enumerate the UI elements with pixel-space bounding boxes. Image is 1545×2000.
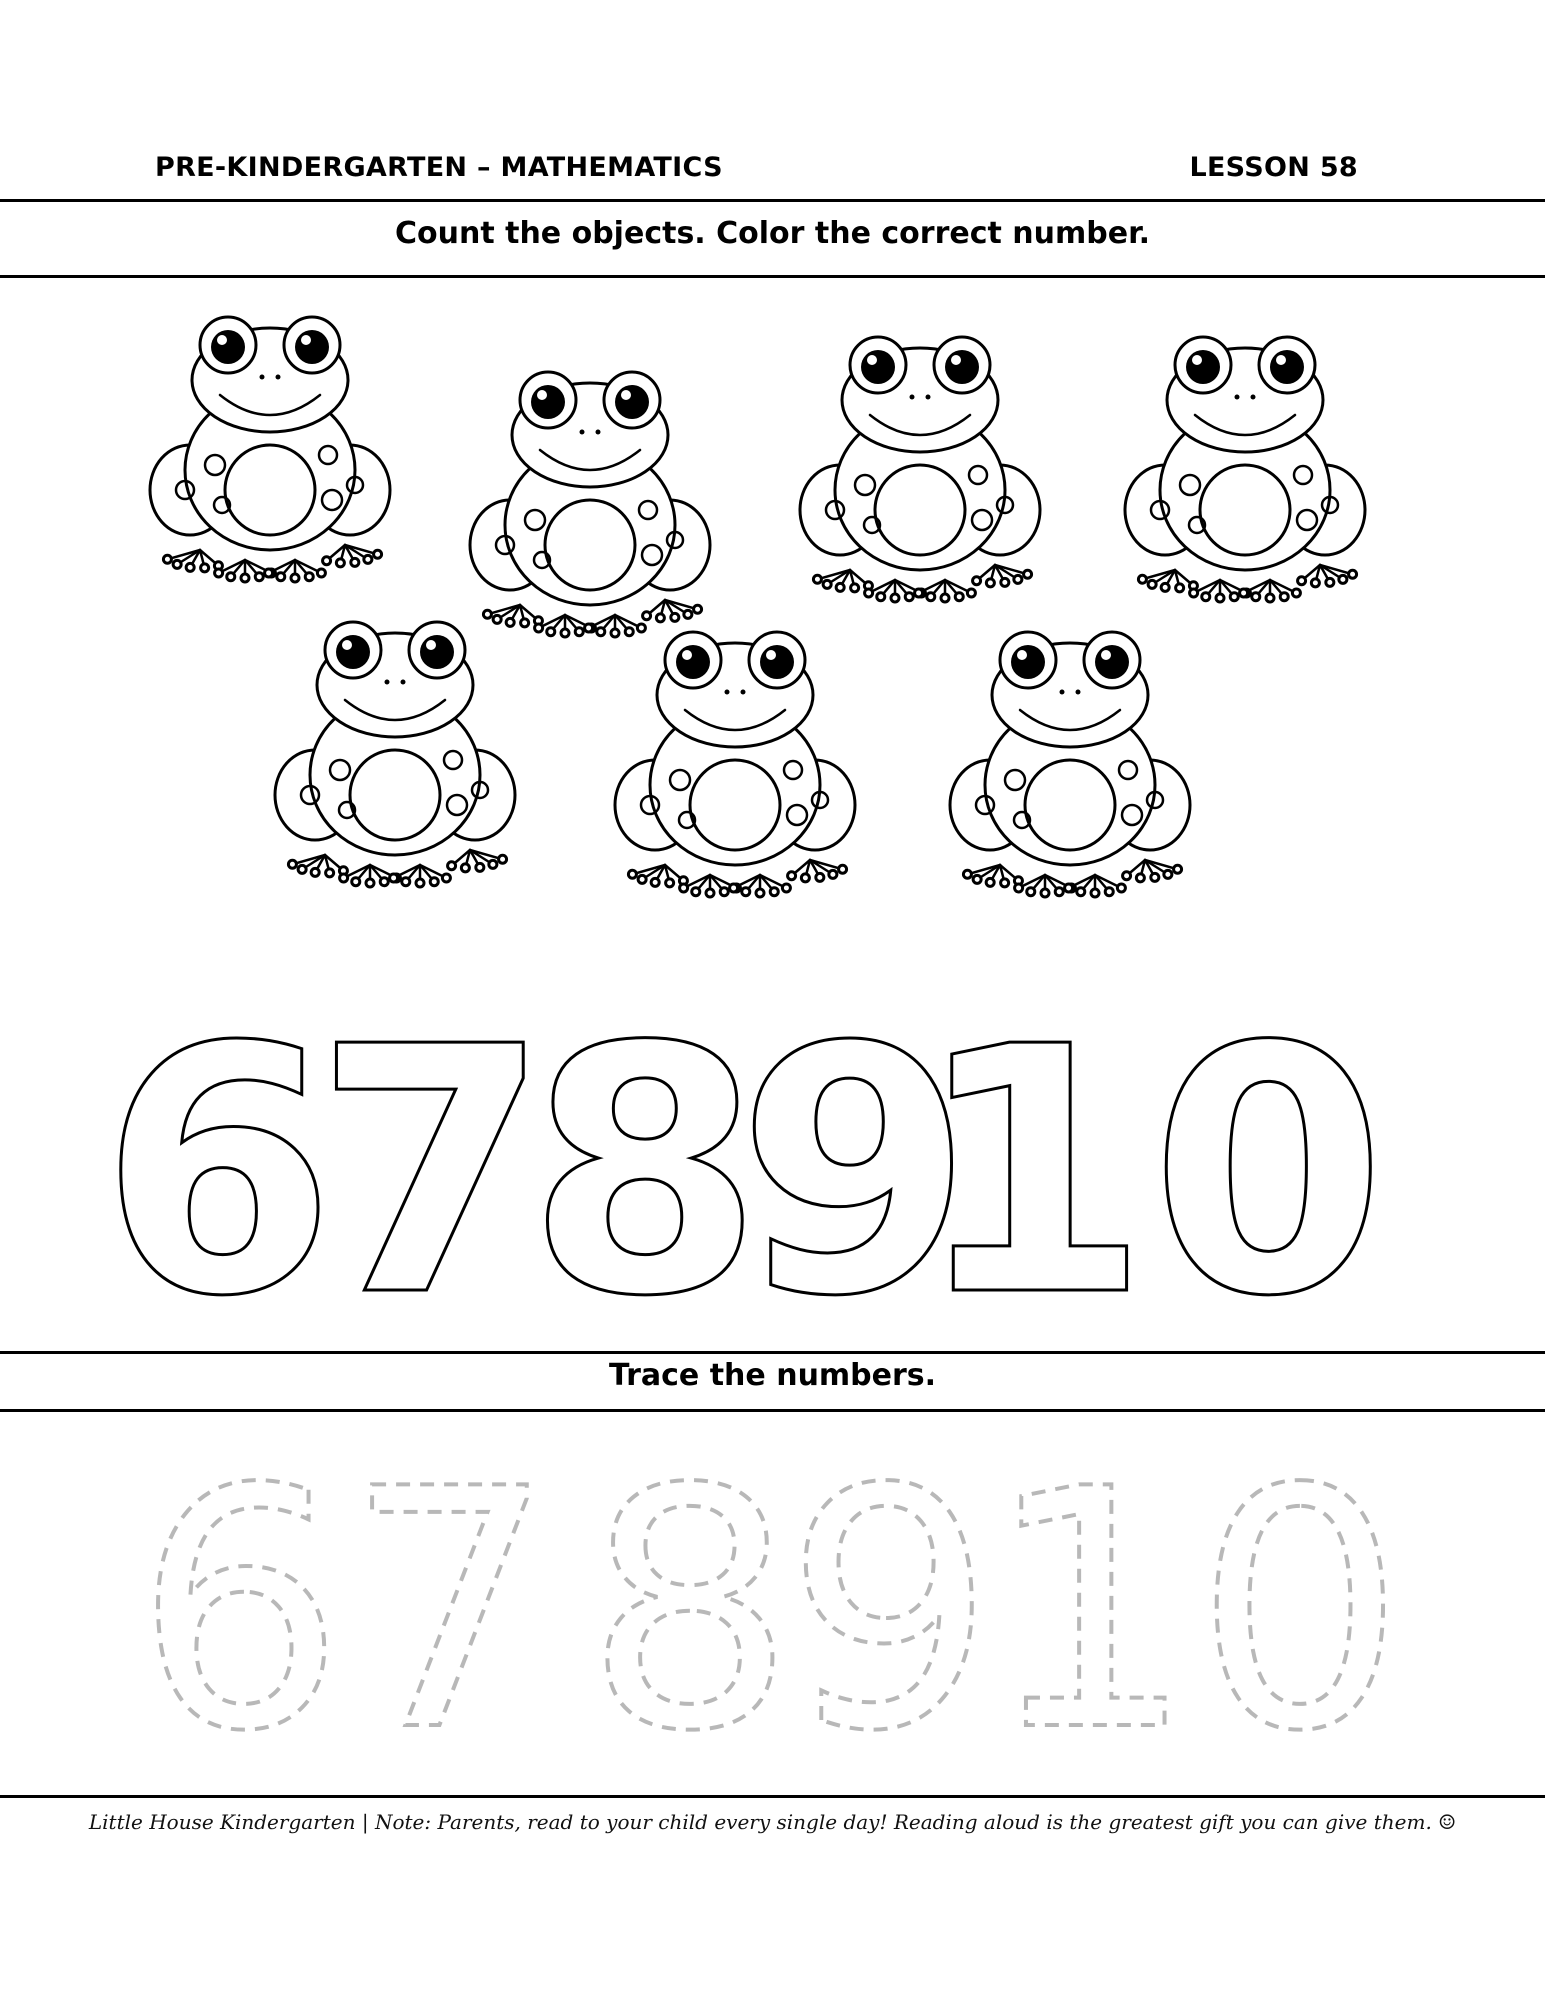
number-choice-9[interactable]: 9 xyxy=(736,1010,974,1330)
frog-icon xyxy=(275,622,515,887)
trace-number-10[interactable]: 10 xyxy=(985,1455,1405,1755)
number-choice-10[interactable]: 10 xyxy=(913,1010,1387,1330)
divider-top xyxy=(0,199,1545,202)
divider-count xyxy=(0,275,1545,278)
frog-icon xyxy=(1125,337,1365,602)
number-choice-7[interactable]: 7 xyxy=(313,1010,551,1330)
divider-trace-top xyxy=(0,1351,1545,1354)
trace-number-8[interactable]: 8 xyxy=(585,1455,795,1755)
lesson-number: LESSON 58 xyxy=(1189,152,1358,183)
frog-icon xyxy=(470,372,710,637)
trace-number-6[interactable]: 6 xyxy=(135,1455,345,1755)
trace-instruction: Trace the numbers. xyxy=(608,1358,937,1393)
number-choice-6[interactable]: 6 xyxy=(99,1010,337,1330)
frog-icon xyxy=(615,632,855,897)
footer-note: Little House Kindergarten | Note: Parents, read to your child every single day! Reading aloud is the greatest gift you can give them. ☺ xyxy=(88,1810,1457,1834)
trace-number-9[interactable]: 9 xyxy=(785,1455,995,1755)
frog-group xyxy=(0,280,1545,980)
subject-heading: PRE-KINDERGARTEN – MATHEMATICS xyxy=(155,152,723,183)
trace-number-7[interactable]: 7 xyxy=(345,1455,555,1755)
divider-footer xyxy=(0,1795,1545,1798)
trace-numbers[interactable] xyxy=(0,1455,1545,1755)
frog-icon xyxy=(150,317,390,582)
number-choice-8[interactable]: 8 xyxy=(526,1010,764,1330)
count-instruction: Count the objects. Color the correct number. xyxy=(394,216,1150,251)
divider-trace-bottom xyxy=(0,1409,1545,1412)
frog-icon xyxy=(950,632,1190,897)
frog-icon xyxy=(800,337,1040,602)
number-choices[interactable] xyxy=(0,1010,1545,1330)
